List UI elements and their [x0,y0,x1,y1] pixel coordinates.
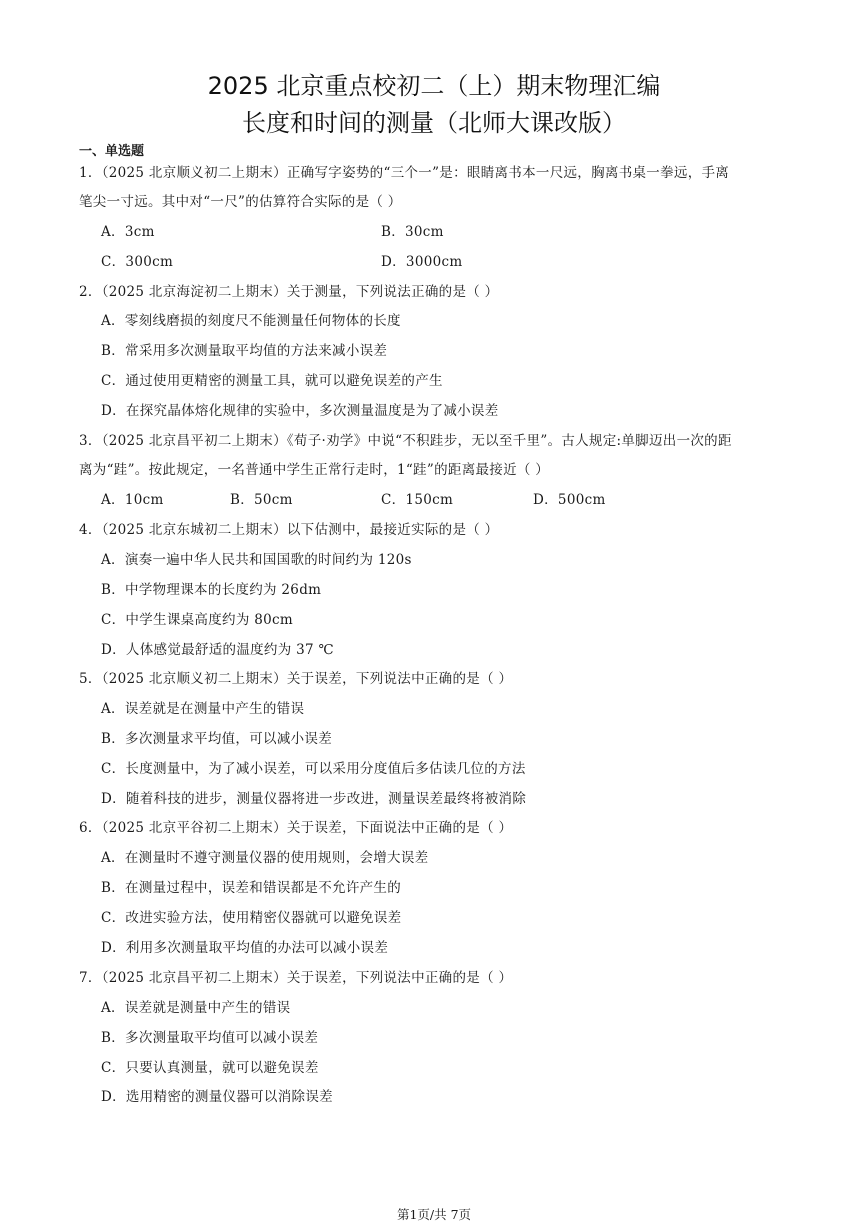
question-1-option-d: D．3000cm [381,254,463,270]
page-number: 第1页/共 7页 [396,1207,472,1222]
question-1-option-a: A．3cm [101,224,155,240]
question-5-stem: 5．（2025 北京顺义初二上期末）关于误差，下列说法中正确的是（ ） [79,671,513,687]
question-1-option-b: B．30cm [381,224,444,240]
question-5-option-a: A．误差就是在测量中产生的错误 [101,701,305,717]
question-3-stem: 3．（2025 北京昌平初二上期末）《荀子·劝学》中说“不积跬步，无以至千里”。古人规定:单脚迈出一次的距 [79,433,732,449]
question-7-stem: 7．（2025 北京昌平初二上期末）关于误差，下列说法中正确的是（ ） [79,970,513,986]
question-5-option-d: D．随着科技的进步，测量仪器将进一步改进，测量误差最终将被消除 [101,791,527,807]
document-title: 2025 北京重点校初二（上）期末物理汇编 [207,72,661,100]
question-6-stem: 6．（2025 北京平谷初二上期末）关于误差，下面说法中正确的是（ ） [79,820,513,836]
question-3-option-d: D．500cm [533,492,606,508]
question-4-option-a: A．演奏一遍中华人民共和国国歌的时间约为 120s [101,552,412,568]
question-6-option-b: B．在测量过程中，误差和错误都是不允许产生的 [101,880,402,896]
question-2-stem: 2．（2025 北京海淀初二上期末）关于测量，下列说法正确的是（ ） [79,284,499,300]
question-7-option-b: B．多次测量取平均值可以减小误差 [101,1030,319,1046]
question-3-stem-cont: 离为“跬”。按此规定，一名普通中学生正常行走时，1“跬”的距离最接近（ ） [79,462,550,478]
question-3-option-a: A．10cm [101,492,164,508]
question-5-option-c: C．长度测量中，为了减小误差，可以采用分度值后多估读几位的方法 [101,761,526,777]
question-2-option-c: C．通过使用更精密的测量工具，就可以避免误差的产生 [101,373,443,389]
question-4-stem: 4．（2025 北京东城初二上期末）以下估测中，最接近实际的是（ ） [79,522,499,538]
question-4-option-c: C．中学生课桌高度约为 80cm [101,612,293,628]
question-7-option-a: A．误差就是测量中产生的错误 [101,1000,291,1016]
question-6-option-a: A．在测量时不遵守测量仪器的使用规则，会增大误差 [101,850,429,866]
section-heading: 一、单选题 [79,144,145,159]
question-7-option-d: D．选用精密的测量仪器可以消除误差 [101,1089,333,1105]
document-subtitle: 长度和时间的测量（北师大课改版） [242,109,626,137]
question-2-option-b: B．常采用多次测量取平均值的方法来减小误差 [101,343,388,359]
question-6-option-c: C．改进实验方法，使用精密仪器就可以避免误差 [101,910,402,926]
question-2-option-d: D．在探究晶体熔化规律的实验中，多次测量温度是为了减小误差 [101,403,499,419]
question-1-stem-cont: 笔尖一寸远。其中对“一尺”的估算符合实际的是（ ） [79,194,402,210]
question-3-option-c: C．150cm [381,492,454,508]
question-2-option-a: A．零刻线磨损的刻度尺不能测量任何物体的长度 [101,313,401,329]
question-4-option-b: B．中学物理课本的长度约为 26dm [101,582,322,598]
question-3-option-b: B．50cm [230,492,293,508]
question-6-option-d: D．利用多次测量取平均值的办法可以减小误差 [101,940,389,956]
question-5-option-b: B．多次测量求平均值，可以减小误差 [101,731,333,747]
question-7-option-c: C．只要认真测量，就可以避免误差 [101,1060,319,1076]
question-1-option-c: C．300cm [101,254,174,270]
question-4-option-d: D．人体感觉最舒适的温度约为 37 ℃ [101,642,334,658]
question-1-stem: 1．（2025 北京顺义初二上期末）正确写字姿势的“三个一”是：眼睛离书本一尺远，胸离书桌一拳远，手离 [79,165,730,181]
